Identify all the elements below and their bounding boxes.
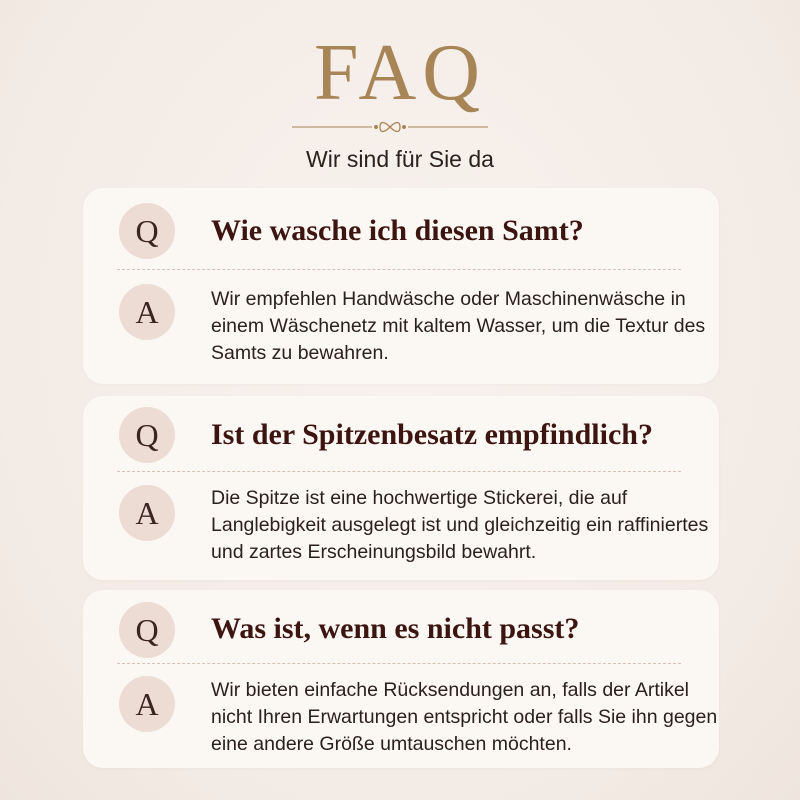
answer-badge: A xyxy=(119,676,175,732)
answer-badge: A xyxy=(119,485,175,541)
faq-card xyxy=(83,188,719,384)
dashed-divider xyxy=(117,471,681,472)
faq-question: Ist der Spitzenbesatz empfindlich? xyxy=(211,418,653,451)
page-title: FAQ xyxy=(313,29,487,117)
question-badge: Q xyxy=(119,203,175,259)
dashed-divider xyxy=(117,269,681,270)
question-badge: Q xyxy=(119,602,175,658)
faq-answer: Wir bieten einfache Rücksendungen an, falls der Artikel nicht Ihren Erwartungen entspricht oder falls Sie ihn gegen eine andere Größe umtauschen möchten. xyxy=(211,679,718,755)
page-subtitle: Wir sind für Sie da xyxy=(306,146,494,172)
faq-question: Wie wasche ich diesen Samt? xyxy=(211,214,584,247)
dashed-divider xyxy=(117,663,681,664)
question-badge: Q xyxy=(119,407,175,463)
faq-answer: Die Spitze ist eine hochwertige Stickerei, die auf Langlebigkeit ausgelegt ist und gleichzeitig ein raffiniertes und zartes Erscheinungsbild bewahrt. xyxy=(211,487,709,563)
faq-card xyxy=(83,590,719,768)
faq-card xyxy=(83,396,719,580)
faq-header xyxy=(0,0,800,185)
faq-question: Was ist, wenn es nicht passt? xyxy=(211,612,580,645)
answer-badge: A xyxy=(119,284,175,340)
faq-answer: Wir empfehlen Handwäsche oder Maschinenwäsche in einem Wäschenetz mit kaltem Wasser, um die Textur des Samts zu bewahren. xyxy=(211,288,706,364)
ornament-divider-icon xyxy=(292,118,488,136)
